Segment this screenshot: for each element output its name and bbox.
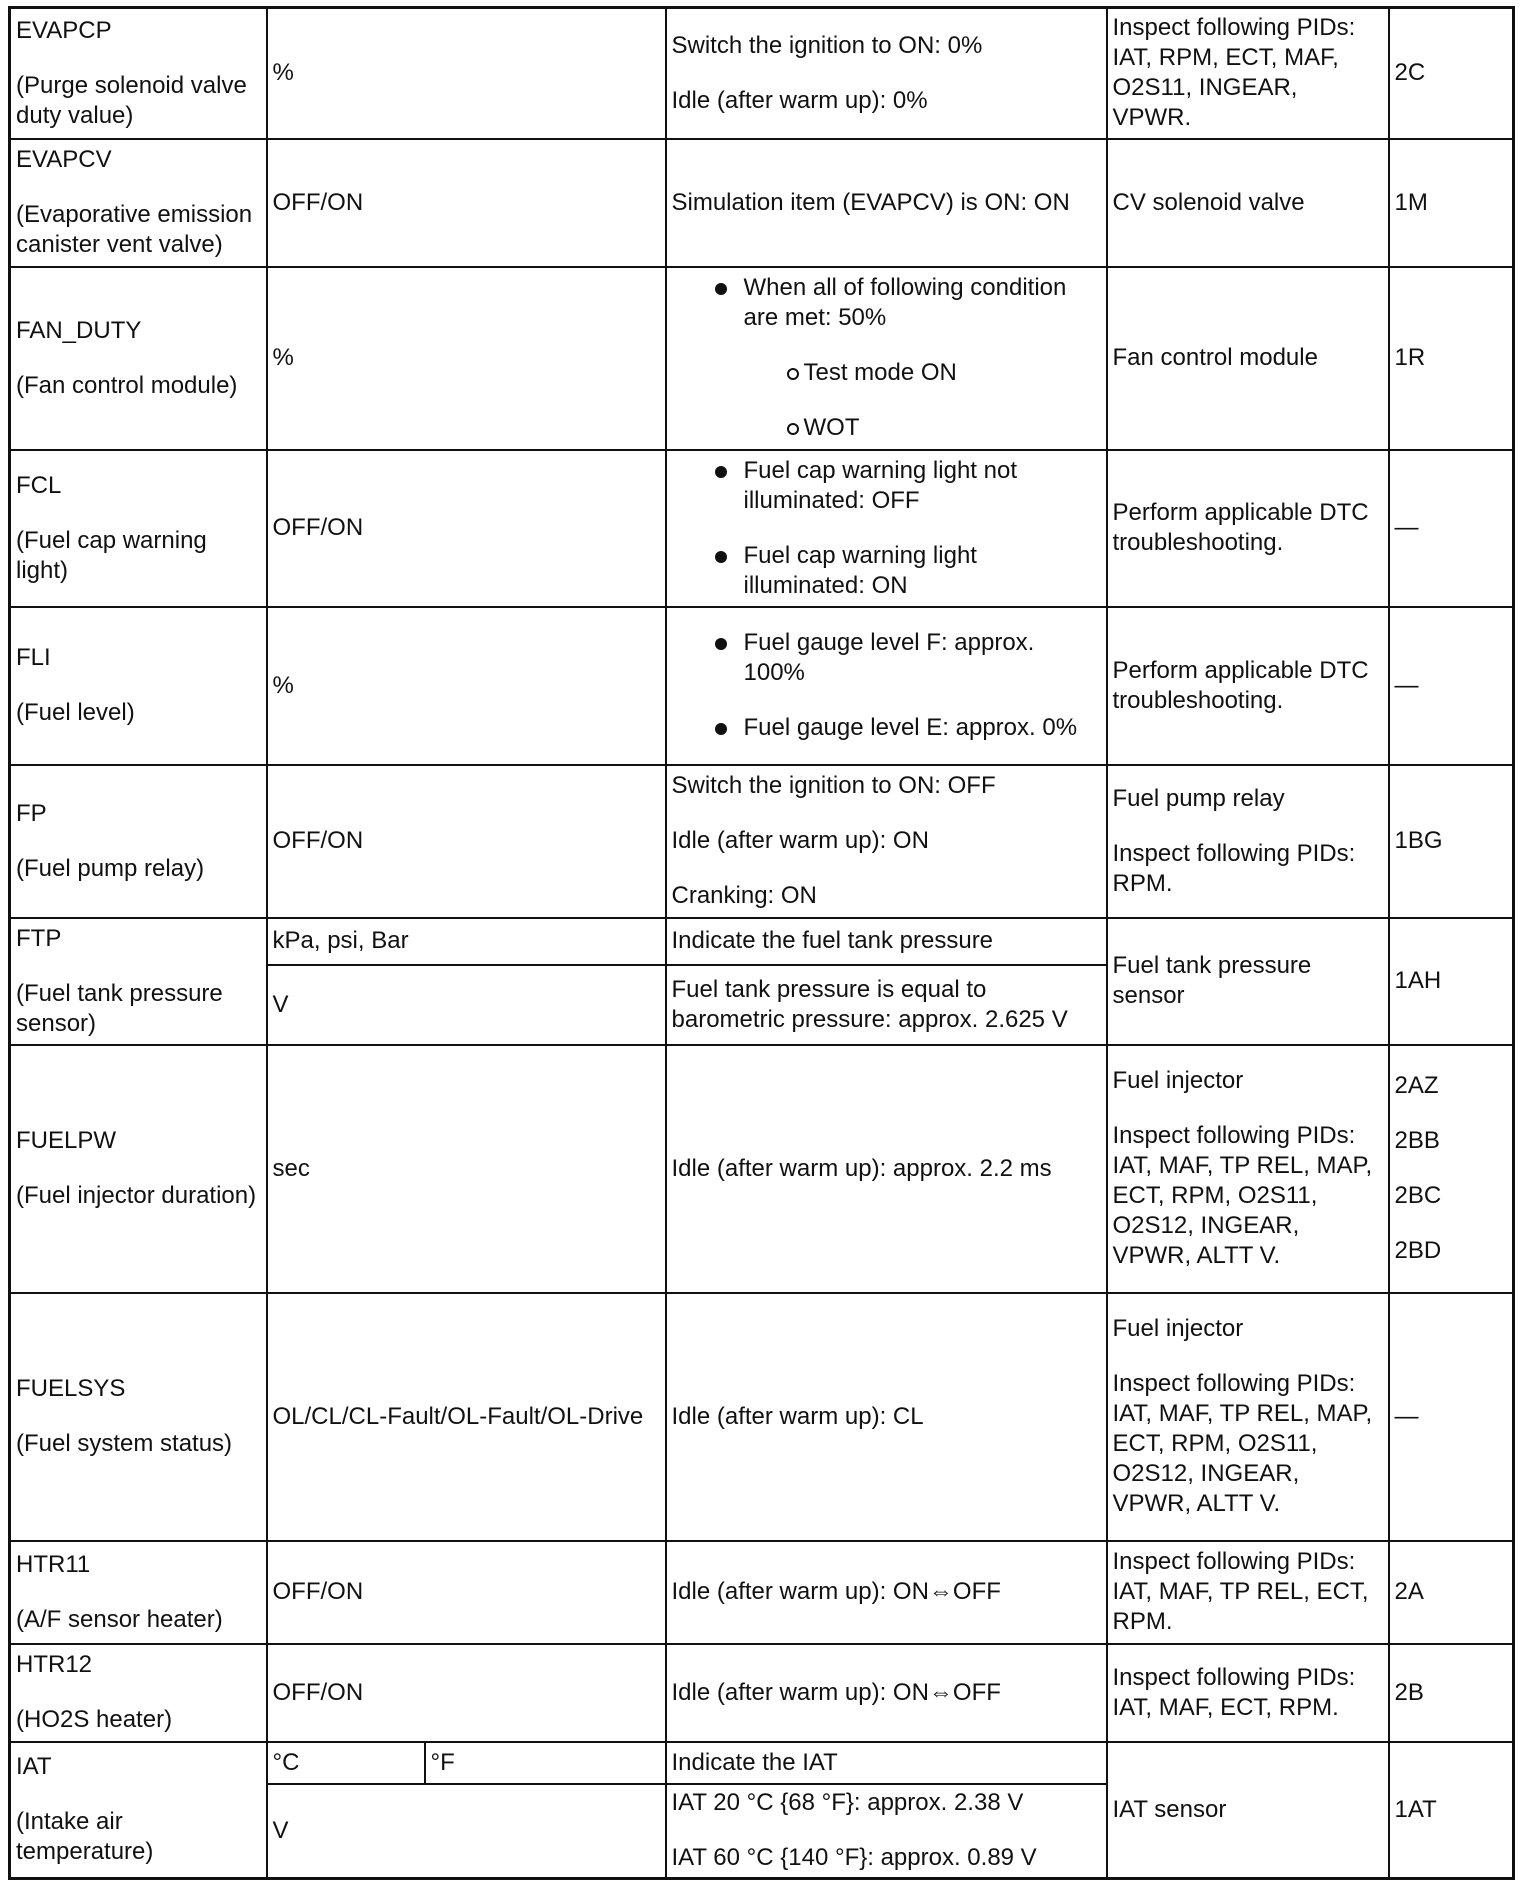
pid-name: HTR12	[16, 1651, 93, 1678]
pid-name-cell	[10, 139, 267, 267]
pid-name: FAN_DUTY	[16, 316, 142, 344]
table-row	[10, 8, 1514, 139]
unit-cell: %	[267, 267, 666, 450]
condition-text: IAT 20 °C {68 °F}: approx. 2.38 V	[671, 1789, 1024, 1817]
pid-description: (Fuel injector duration)	[16, 1182, 257, 1209]
pid-name: HTR11	[16, 1550, 91, 1578]
unit-cell: kPa, psi, Bar	[267, 918, 666, 965]
unit-cell: V	[267, 965, 666, 1045]
pid-name-cell	[10, 1644, 267, 1742]
pid-description: (Fuel level)	[16, 699, 135, 726]
condition-cell: Idle (after warm up): ON⇔OFF	[666, 1644, 1107, 1742]
pid-name-cell	[10, 765, 267, 918]
condition-text: Switch the ignition to ON: OFF	[671, 772, 996, 799]
condition-cell	[666, 8, 1107, 139]
condition-cell	[666, 765, 1107, 918]
pid-description: (Purge solenoid valve duty value)	[16, 71, 247, 129]
action-cell: Fuel tank pressure sensor	[1107, 918, 1389, 1045]
action-text: Fuel pump relay	[1112, 784, 1285, 812]
condition-text: IAT 60 °C {140 °F}: approx. 0.89 V	[671, 1844, 1037, 1872]
pid-name: EVAPCV	[16, 146, 112, 173]
table-row	[10, 765, 1514, 918]
terminal-cell	[1389, 1045, 1514, 1293]
pid-description: (Fan control module)	[16, 371, 238, 399]
pid-name: FUELPW	[16, 1127, 117, 1154]
unit-cell: °C	[267, 1742, 425, 1784]
action-text: Fuel injector	[1112, 1315, 1244, 1342]
condition-list	[672, 273, 1101, 443]
pid-name-cell	[10, 607, 267, 765]
action-text: Inspect following PIDs: RPM.	[1112, 839, 1356, 897]
pid-description: (Fuel tank pressure sensor)	[16, 979, 223, 1037]
table-row	[10, 918, 1514, 965]
sub-condition-list	[744, 358, 1101, 443]
condition-list	[672, 628, 1101, 743]
condition-cell	[666, 267, 1107, 450]
table-row	[10, 267, 1514, 450]
unit-cell: %	[267, 607, 666, 765]
pid-name-cell	[10, 1045, 267, 1293]
unit-cell: °F	[425, 1742, 666, 1784]
action-cell: Perform applicable DTC troubleshooting.	[1107, 607, 1389, 765]
table-row	[10, 1742, 1514, 1784]
terminal-cell: 1BG	[1389, 765, 1514, 918]
pid-name: EVAPCP	[16, 16, 112, 44]
terminal-text: 2BD	[1394, 1237, 1442, 1264]
action-cell: Inspect following PIDs: IAT, MAF, TP REL, ECT, RPM.	[1107, 1541, 1389, 1644]
list-item: Fuel cap warning light illuminated: ON	[672, 541, 1101, 601]
action-cell	[1107, 1045, 1389, 1293]
condition-cell	[666, 1784, 1107, 1879]
action-cell: IAT sensor	[1107, 1742, 1389, 1879]
pid-name-cell	[10, 1293, 267, 1541]
pid-name: IAT	[16, 1753, 52, 1781]
unit-cell: OFF/ON	[267, 139, 666, 267]
action-cell: Inspect following PIDs: IAT, MAF, ECT, RPM.	[1107, 1644, 1389, 1742]
table-row	[10, 607, 1514, 765]
pid-description: (Fuel cap warning light)	[16, 526, 207, 584]
unit-cell: OFF/ON	[267, 1644, 666, 1742]
action-cell: CV solenoid valve	[1107, 139, 1389, 267]
table-row	[10, 450, 1514, 607]
action-cell	[1107, 765, 1389, 918]
unit-cell: V	[267, 1784, 666, 1879]
pid-name: FTP	[16, 924, 62, 952]
terminal-text: 2BC	[1394, 1182, 1442, 1209]
pid-name-cell	[10, 450, 267, 607]
terminal-text: 2AZ	[1394, 1072, 1439, 1099]
pid-description: (Fuel pump relay)	[16, 854, 205, 882]
terminal-cell: 1M	[1389, 139, 1514, 267]
action-text: Inspect following PIDs: IAT, MAF, TP REL, MAP, ECT, RPM, O2S11, O2S12, INGEAR, VPWR, ALTT V.	[1112, 1122, 1373, 1269]
pid-name: FLI	[16, 644, 51, 671]
unit-cell: sec	[267, 1045, 666, 1293]
pid-description: (Fuel system status)	[16, 1430, 233, 1457]
action-cell: Perform applicable DTC troubleshooting.	[1107, 450, 1389, 607]
action-cell: Inspect following PIDs: IAT, RPM, ECT, MAF, O2S11, INGEAR, VPWR.	[1107, 8, 1389, 139]
terminal-cell: 1AT	[1389, 1742, 1514, 1879]
condition-cell: Simulation item (EVAPCV) is ON: ON	[666, 139, 1107, 267]
condition-text: Cranking: ON	[671, 882, 817, 909]
action-cell: Fan control module	[1107, 267, 1389, 450]
condition-cell: Fuel tank pressure is equal to barometric pressure: approx. 2.625 V	[666, 965, 1107, 1045]
condition-cell: Indicate the IAT	[666, 1742, 1107, 1784]
pid-name-cell	[10, 1742, 267, 1879]
list-item: Fuel gauge level E: approx. 0%	[672, 713, 1101, 743]
terminal-cell: 2A	[1389, 1541, 1514, 1644]
unit-cell: OL/CL/CL-Fault/OL-Fault/OL-Drive	[267, 1293, 666, 1541]
condition-text: Idle (after warm up): 0%	[671, 86, 928, 114]
list-item: WOT	[744, 413, 1101, 443]
unit-cell: OFF/ON	[267, 450, 666, 607]
action-text: Fuel injector	[1112, 1067, 1244, 1094]
condition-cell: Indicate the fuel tank pressure	[666, 918, 1107, 965]
terminal-cell: 2C	[1389, 8, 1514, 139]
table-row	[10, 1541, 1514, 1644]
condition-cell	[666, 450, 1107, 607]
terminal-cell: 1AH	[1389, 918, 1514, 1045]
table-row	[10, 1293, 1514, 1541]
unit-cell: OFF/ON	[267, 1541, 666, 1644]
terminal-cell: 2B	[1389, 1644, 1514, 1742]
terminal-cell: —	[1389, 1293, 1514, 1541]
pid-description: (A/F sensor heater)	[16, 1605, 223, 1633]
list-item: Test mode ON	[744, 358, 1101, 388]
table-row	[10, 1045, 1514, 1293]
pid-name-cell	[10, 8, 267, 139]
pid-description: (Intake air temperature)	[16, 1808, 154, 1866]
condition-text: Idle (after warm up): ON	[671, 827, 929, 854]
terminal-cell: —	[1389, 450, 1514, 607]
pid-name-cell	[10, 267, 267, 450]
condition-cell: Idle (after warm up): CL	[666, 1293, 1107, 1541]
pid-name-cell	[10, 1541, 267, 1644]
unit-cell: %	[267, 8, 666, 139]
list-item	[672, 273, 1101, 443]
terminal-text: 2BB	[1394, 1127, 1440, 1154]
condition-cell: Idle (after warm up): approx. 2.2 ms	[666, 1045, 1107, 1293]
terminal-cell: 1R	[1389, 267, 1514, 450]
pid-description: (Evaporative emission canister vent valve)	[16, 201, 253, 258]
list-item: Fuel gauge level F: approx. 100%	[672, 628, 1101, 688]
terminal-cell: —	[1389, 607, 1514, 765]
pid-name: FP	[16, 799, 47, 827]
condition-list	[672, 456, 1101, 601]
condition-cell	[666, 607, 1107, 765]
pid-name: FUELSYS	[16, 1375, 126, 1402]
condition-text: Switch the ignition to ON: 0%	[671, 31, 983, 59]
unit-cell: OFF/ON	[267, 765, 666, 918]
list-item: Fuel cap warning light not illuminated: OFF	[672, 456, 1101, 516]
table-row	[10, 139, 1514, 267]
condition-cell: Idle (after warm up): ON⇔OFF	[666, 1541, 1107, 1644]
action-text: Inspect following PIDs: IAT, MAF, TP REL, MAP, ECT, RPM, O2S11, O2S12, INGEAR, VPWR, ALTT V.	[1112, 1370, 1373, 1517]
pid-description: (HO2S heater)	[16, 1706, 173, 1733]
action-cell	[1107, 1293, 1389, 1541]
pid-monitor-table	[8, 6, 1515, 1880]
pid-name: FCL	[16, 471, 62, 499]
condition-text: When all of following condition are met: 50%	[743, 274, 1067, 331]
pid-name-cell	[10, 918, 267, 1045]
table-row	[10, 1644, 1514, 1742]
